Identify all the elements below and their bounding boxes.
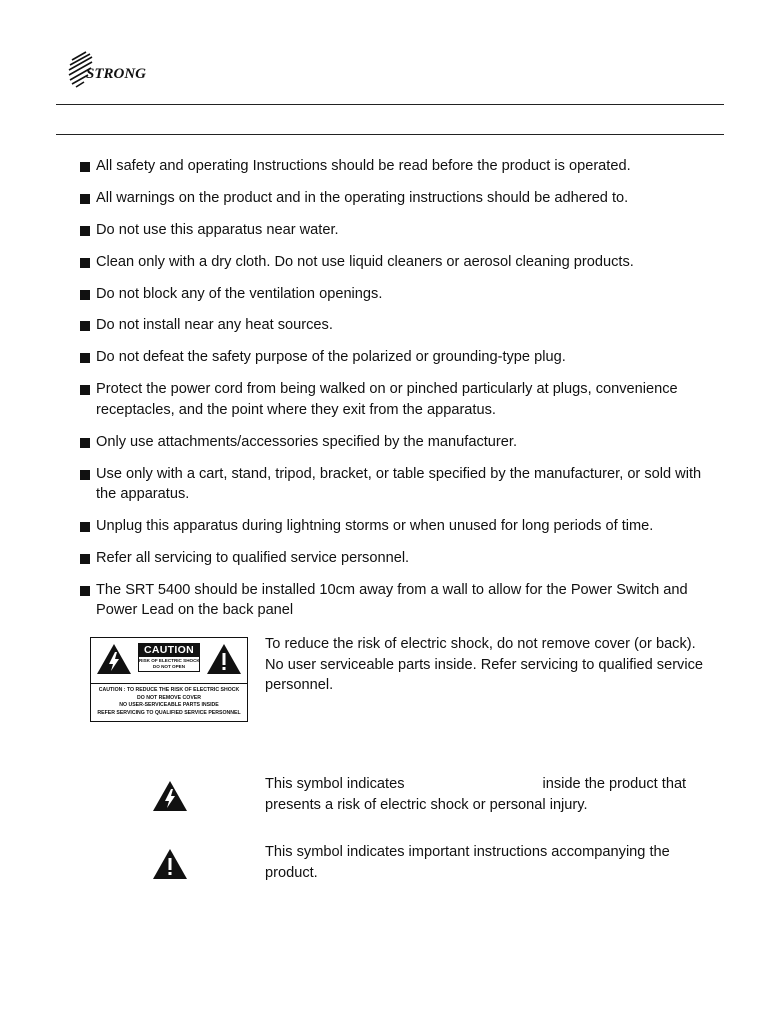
list-item-text: Do not defeat the safety purpose of the polarized or grounding-type plug. — [96, 349, 566, 366]
exclamation-triangle-icon — [206, 643, 242, 675]
logo-wordmark: STRONG — [86, 66, 147, 82]
list-item-text: Protect the power cord from being walked on or pinched particularly at plugs, convenience receptacles, and the point where they exit from the apparatus. — [96, 381, 678, 418]
caution-warning-line: DO NOT REMOVE COVER — [137, 694, 201, 701]
list-item — [80, 548, 720, 569]
header-rule-top — [56, 104, 724, 105]
caution-label — [90, 637, 248, 722]
bullet-square-icon — [80, 438, 90, 448]
caution-title: CAUTION — [138, 643, 200, 657]
list-item — [80, 252, 720, 273]
caution-divider — [91, 683, 247, 684]
list-item-text: All safety and operating Instructions should be read before the product is operated. — [96, 158, 631, 174]
lightning-text-after: inside the product that presents a risk of electric shock or personal injury. — [265, 776, 687, 813]
list-item-text: The SRT 5400 should be installed 10cm away from a wall to allow for the Power Switch and Power Lead on the back panel — [96, 581, 688, 619]
caution-warning-line: REFER SERVICING TO QUALIFIED SERVICE PERSONNEL — [97, 709, 241, 716]
bullet-square-icon — [80, 321, 90, 331]
bullet-square-icon — [80, 290, 90, 300]
list-item-text: Do not block any of the ventilation openings. — [96, 285, 383, 302]
list-item — [80, 220, 720, 241]
list-item — [80, 516, 720, 537]
list-item-text: All warnings on the product and in the operating instructions should be adhered to. — [96, 189, 629, 206]
list-item-text: Only use attachments/accessories specified by the manufacturer. — [96, 433, 517, 450]
bullet-square-icon — [80, 353, 90, 363]
exclamation-triangle-icon — [152, 848, 188, 880]
caution-sub — [138, 657, 200, 672]
caution-center — [138, 643, 200, 672]
list-item — [80, 188, 720, 209]
caution-label-warning — [93, 687, 245, 717]
bullet-square-icon — [80, 385, 90, 395]
bullet-square-icon — [80, 522, 90, 532]
list-item — [80, 379, 720, 420]
caution-label-top — [91, 638, 247, 682]
list-item — [80, 464, 720, 505]
safety-instructions-list — [80, 156, 720, 632]
bullet-square-icon — [80, 258, 90, 268]
caution-sub-line: DO NOT OPEN — [152, 664, 186, 669]
lightning-triangle-icon — [152, 780, 188, 812]
caution-description: To reduce the risk of electric shock, do not remove cover (or back). No user serviceable parts inside. Refer servicing to qualified service personnel. — [265, 636, 704, 693]
list-item-text: Do not install near any heat sources. — [96, 317, 333, 334]
caution-warning-line: NO USER-SERVICEABLE PARTS INSIDE — [119, 702, 219, 709]
list-item-text: Clean only with a dry cloth. Do not use liquid cleaners or aerosol cleaning products. — [96, 253, 634, 270]
exclamation-symbol-description: This symbol indicates important instructions accompanying the product. — [265, 844, 670, 881]
bullet-square-icon — [80, 226, 90, 236]
list-item-text: Do not use this apparatus near water. — [96, 221, 339, 238]
list-item — [80, 156, 720, 177]
list-item — [80, 432, 720, 453]
bullet-square-icon — [80, 162, 90, 172]
list-item-text: Refer all servicing to qualified service personnel. — [96, 549, 410, 566]
list-item — [80, 315, 720, 336]
bullet-square-icon — [80, 554, 90, 564]
strong-logo — [66, 50, 180, 90]
header-rule-bottom — [56, 134, 724, 135]
bullet-square-icon — [80, 194, 90, 204]
bullet-square-icon — [80, 470, 90, 480]
caution-warning-line: CAUTION : TO REDUCE THE RISK OF ELECTRIC SHOCK — [98, 687, 240, 693]
lightning-triangle-icon — [96, 643, 132, 675]
strong-logo-mark — [66, 50, 180, 90]
list-item — [80, 580, 720, 621]
list-item-text: Unplug this apparatus during lightning storms or when unused for long periods of time. — [96, 517, 654, 534]
list-item-text: Use only with a cart, stand, tripod, bracket, or table specified by the manufacturer, or sold with the apparatus. — [96, 465, 702, 503]
caution-sub-line: RISK OF ELECTRIC SHOCK — [139, 658, 200, 663]
list-item — [80, 347, 720, 368]
lightning-text-before: This symbol indicates — [265, 776, 405, 792]
lightning-symbol-description — [265, 774, 715, 815]
bullet-square-icon — [80, 586, 90, 596]
list-item — [80, 284, 720, 305]
